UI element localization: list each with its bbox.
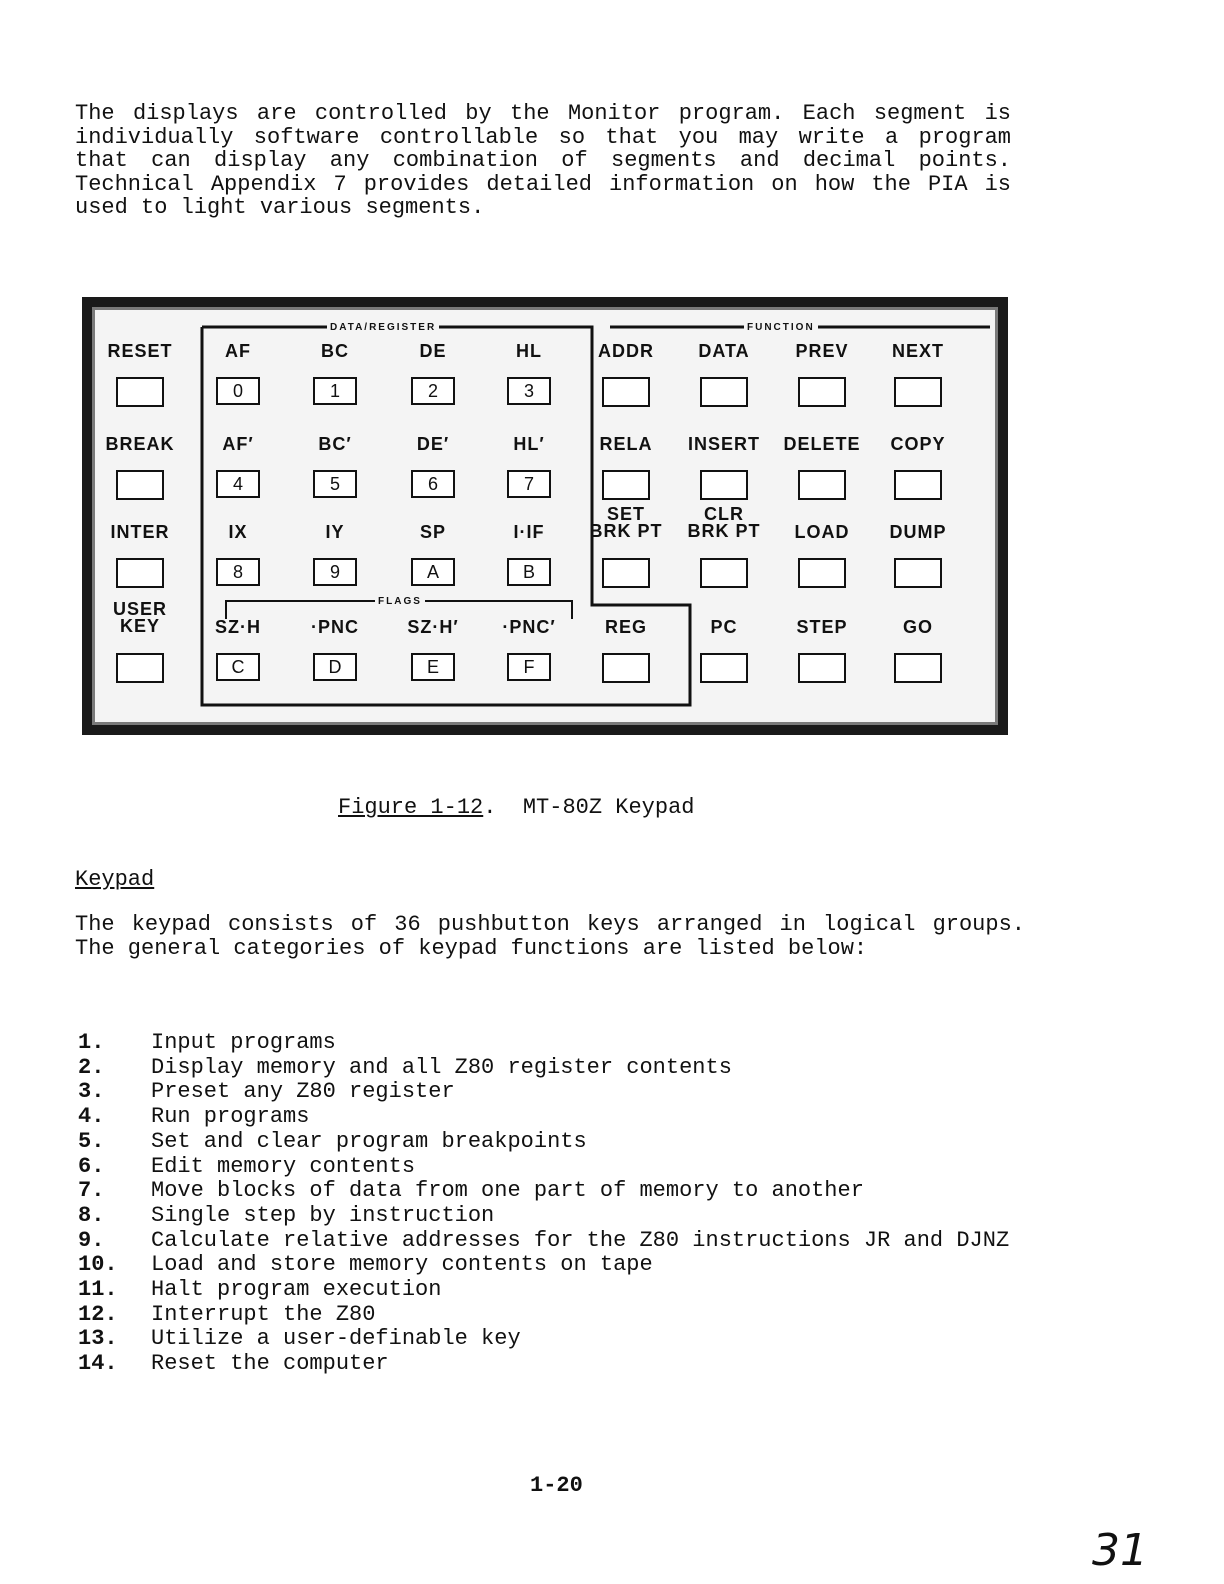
key-label: CLR BRK PT bbox=[687, 504, 761, 541]
key[interactable] bbox=[479, 524, 579, 586]
key[interactable] bbox=[90, 524, 190, 588]
key-label: IY bbox=[325, 522, 345, 542]
key-button[interactable] bbox=[700, 377, 748, 407]
key[interactable] bbox=[90, 436, 190, 500]
key-label: LOAD bbox=[794, 522, 850, 542]
key[interactable] bbox=[188, 436, 288, 498]
key-label: PC bbox=[710, 617, 738, 637]
key-button[interactable] bbox=[894, 470, 942, 500]
key-label: RELA bbox=[599, 434, 653, 454]
key[interactable] bbox=[90, 343, 190, 407]
list-item bbox=[78, 1327, 1021, 1352]
list-item-text: Single step by instruction bbox=[151, 1202, 495, 1228]
list-item-number: 13. bbox=[78, 1326, 118, 1352]
key[interactable] bbox=[868, 436, 968, 500]
list-item bbox=[78, 1179, 1021, 1204]
list-item bbox=[78, 1278, 1021, 1303]
key-button[interactable]: C bbox=[216, 653, 260, 681]
key-button[interactable] bbox=[798, 558, 846, 588]
list-item bbox=[78, 1352, 1021, 1377]
list-item-number: 2. bbox=[78, 1054, 105, 1080]
list-item-text: Move blocks of data from one part of memory to another bbox=[151, 1178, 864, 1204]
list-item-text: Reset the computer bbox=[151, 1351, 389, 1377]
key-label: NEXT bbox=[891, 341, 944, 361]
key[interactable] bbox=[868, 619, 968, 683]
key-label: ·PNC′ bbox=[502, 617, 556, 637]
list-item-text: Load and store memory contents on tape bbox=[151, 1252, 653, 1278]
page-number: 1-20 bbox=[530, 1473, 583, 1498]
key[interactable] bbox=[383, 343, 483, 405]
list-item-number: 9. bbox=[78, 1227, 105, 1253]
key-label: SET BRK PT bbox=[589, 504, 663, 541]
list-item bbox=[78, 1204, 1021, 1229]
list-item bbox=[78, 1031, 1021, 1056]
key[interactable] bbox=[188, 619, 288, 681]
key-label: INTER bbox=[110, 522, 170, 542]
key[interactable] bbox=[674, 436, 774, 500]
key-button[interactable] bbox=[602, 470, 650, 500]
flags-label: FLAGS bbox=[375, 596, 425, 607]
list-item-number: 14. bbox=[78, 1351, 118, 1377]
key[interactable] bbox=[868, 343, 968, 407]
key[interactable] bbox=[772, 524, 872, 588]
handwritten-page-number: 31 bbox=[1092, 1525, 1148, 1576]
key-label: AF′ bbox=[222, 434, 254, 454]
key[interactable] bbox=[188, 343, 288, 405]
key-button[interactable]: 8 bbox=[216, 558, 260, 586]
key-button[interactable] bbox=[700, 558, 748, 588]
key[interactable] bbox=[383, 619, 483, 681]
key-button[interactable] bbox=[894, 558, 942, 588]
key-label: COPY bbox=[890, 434, 946, 454]
figure-caption-label: Figure 1-12 bbox=[338, 795, 484, 820]
key-button[interactable] bbox=[116, 653, 164, 683]
key-label: IX bbox=[228, 522, 248, 542]
list-item bbox=[78, 1229, 1021, 1254]
list-item-text: Input programs bbox=[151, 1030, 336, 1055]
list-item-text: Set and clear program breakpoints bbox=[151, 1128, 587, 1154]
key-button[interactable]: E bbox=[411, 653, 455, 681]
list-item-number: 10. bbox=[78, 1252, 118, 1278]
data-register-label: DATA/REGISTER bbox=[327, 322, 439, 333]
key-button[interactable]: 7 bbox=[507, 470, 551, 498]
key-button[interactable] bbox=[116, 377, 164, 407]
key-label: I·IF bbox=[513, 522, 545, 542]
key[interactable] bbox=[188, 524, 288, 586]
key-button[interactable] bbox=[798, 377, 846, 407]
key-label: DELETE bbox=[783, 434, 861, 454]
list-item bbox=[78, 1105, 1021, 1130]
key[interactable] bbox=[674, 506, 774, 588]
key[interactable] bbox=[674, 619, 774, 683]
list-item-number: 8. bbox=[78, 1202, 105, 1228]
list-item-number: 6. bbox=[78, 1153, 105, 1179]
key-button[interactable] bbox=[700, 470, 748, 500]
key[interactable] bbox=[772, 619, 872, 683]
key-button[interactable] bbox=[700, 653, 748, 683]
key[interactable] bbox=[576, 343, 676, 407]
list-item bbox=[78, 1155, 1021, 1180]
key-button[interactable] bbox=[798, 653, 846, 683]
list-item bbox=[78, 1303, 1021, 1328]
key-button[interactable] bbox=[894, 653, 942, 683]
key-button[interactable] bbox=[894, 377, 942, 407]
key-button[interactable]: B bbox=[507, 558, 551, 586]
key-button[interactable]: F bbox=[507, 653, 551, 681]
key-button[interactable]: 2 bbox=[411, 377, 455, 405]
list-item-number: 4. bbox=[78, 1104, 105, 1130]
key-button[interactable]: 5 bbox=[313, 470, 357, 498]
key[interactable] bbox=[576, 619, 676, 683]
key-button[interactable]: 0 bbox=[216, 377, 260, 405]
key[interactable] bbox=[772, 343, 872, 407]
list-item-text: Run programs bbox=[151, 1104, 310, 1130]
key-button[interactable] bbox=[798, 470, 846, 500]
key[interactable] bbox=[868, 524, 968, 588]
list-item-number: 12. bbox=[78, 1301, 118, 1327]
key-label: STEP bbox=[796, 617, 848, 637]
key-label: ADDR bbox=[598, 341, 654, 361]
key[interactable] bbox=[576, 436, 676, 500]
key-button[interactable]: 4 bbox=[216, 470, 260, 498]
key-label: DE′ bbox=[416, 434, 450, 454]
key-label: INSERT bbox=[687, 434, 760, 454]
key-label: AF bbox=[225, 341, 251, 361]
key[interactable] bbox=[479, 619, 579, 681]
list-item-number: 7. bbox=[78, 1178, 105, 1204]
function-list bbox=[78, 1031, 1021, 1377]
key[interactable] bbox=[383, 524, 483, 586]
list-item bbox=[78, 1130, 1021, 1155]
key-button[interactable] bbox=[602, 558, 650, 588]
keypad-heading: Keypad bbox=[75, 867, 155, 892]
key-button[interactable] bbox=[116, 470, 164, 500]
key[interactable] bbox=[383, 436, 483, 498]
key-label: PREV bbox=[795, 341, 849, 361]
key-button[interactable]: 9 bbox=[313, 558, 357, 586]
key-label: BC′ bbox=[318, 434, 352, 454]
key[interactable] bbox=[90, 601, 190, 683]
list-item-number: 3. bbox=[78, 1079, 105, 1105]
key-label: USER KEY bbox=[112, 599, 167, 636]
key-label: BC bbox=[321, 341, 349, 361]
key-button[interactable] bbox=[116, 558, 164, 588]
key-label: HL bbox=[516, 341, 542, 361]
list-item-number: 11. bbox=[78, 1277, 118, 1303]
list-item-text: Preset any Z80 register bbox=[151, 1079, 455, 1105]
list-item bbox=[78, 1080, 1021, 1105]
key-button[interactable]: A bbox=[411, 558, 455, 586]
list-item-number: 1. bbox=[78, 1030, 105, 1055]
list-item bbox=[78, 1056, 1021, 1081]
key-label: SZ·H bbox=[215, 617, 261, 637]
key-label: DATA bbox=[698, 341, 750, 361]
key-button[interactable] bbox=[602, 377, 650, 407]
key[interactable] bbox=[285, 436, 385, 498]
key-button[interactable] bbox=[602, 653, 650, 683]
key-label: RESET bbox=[107, 341, 173, 361]
key-label: REG bbox=[604, 617, 647, 637]
key-button[interactable]: 3 bbox=[507, 377, 551, 405]
key-label: SZ·H′ bbox=[407, 617, 459, 637]
keypad-figure bbox=[82, 297, 1008, 735]
list-item-text: Edit memory contents bbox=[151, 1153, 416, 1179]
key-button[interactable]: D bbox=[313, 653, 357, 681]
list-item-text: Utilize a user-definable key bbox=[151, 1326, 521, 1352]
key[interactable] bbox=[772, 436, 872, 500]
function-label: FUNCTION bbox=[744, 322, 818, 333]
key[interactable] bbox=[576, 506, 676, 588]
key-label: DE bbox=[419, 341, 447, 361]
list-item-text: Interrupt the Z80 bbox=[151, 1301, 376, 1327]
figure-caption-text: . MT-80Z Keypad bbox=[483, 795, 695, 820]
key[interactable] bbox=[285, 343, 385, 405]
key-button[interactable]: 1 bbox=[313, 377, 357, 405]
key-label: GO bbox=[902, 617, 933, 637]
key[interactable] bbox=[479, 436, 579, 498]
key-label: HL′ bbox=[513, 434, 545, 454]
intro-paragraph: The displays are controlled by the Monitor program. Each segment is individually software controllable so that you may write a program that can display any combination of segments and decimal points. Technical Appendix 7 provides detailed information on how the PIA is used to light various segments. bbox=[75, 101, 1011, 221]
list-item bbox=[78, 1253, 1021, 1278]
key-label: DUMP bbox=[889, 522, 947, 542]
key[interactable] bbox=[479, 343, 579, 405]
keypad-paragraph: The keypad consists of 36 pushbutton keys arranged in logical groups. The general categories of keypad functions are listed below: bbox=[75, 912, 1025, 961]
list-item-text: Calculate relative addresses for the Z80 instructions JR and DJNZ bbox=[151, 1227, 1010, 1253]
figure-caption bbox=[338, 795, 694, 820]
list-item-number: 5. bbox=[78, 1128, 105, 1154]
key-button[interactable]: 6 bbox=[411, 470, 455, 498]
key-label: BREAK bbox=[105, 434, 175, 454]
key-label: SP bbox=[419, 522, 446, 542]
key[interactable] bbox=[285, 524, 385, 586]
key-label: ·PNC bbox=[311, 617, 359, 637]
list-item-text: Display memory and all Z80 register contents bbox=[151, 1054, 732, 1080]
key[interactable] bbox=[285, 619, 385, 681]
key[interactable] bbox=[674, 343, 774, 407]
list-item-text: Halt program execution bbox=[151, 1277, 442, 1303]
